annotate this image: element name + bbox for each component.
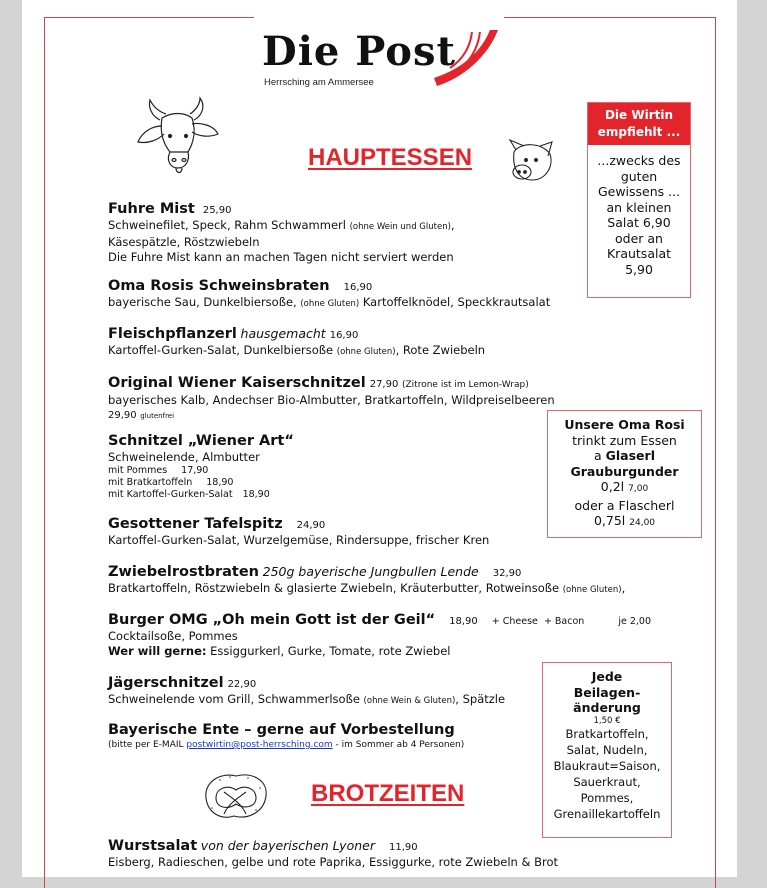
box-line: Blaukraut=Saison,: [553, 758, 661, 773]
menu-item-kaiserschnitzel: [108, 374, 555, 422]
side-dish-change-box: [542, 662, 672, 838]
item-extras-price: je 2,00: [618, 616, 651, 627]
item-desc-tail: , Spätzle: [455, 692, 506, 706]
item-price: 18,90: [449, 616, 478, 627]
item-desc: Schweinefilet, Speck, Rahm Schwammerl: [108, 218, 346, 232]
box-line-bold: Grauburgunder: [570, 463, 679, 479]
item-desc: Käsespätzle, Röstzwiebeln: [108, 235, 260, 249]
item-name: Fuhre Mist: [108, 201, 195, 217]
item-desc-tail: , Rote Zwiebeln: [395, 343, 486, 357]
item-name: Bayerische Ente – gerne auf Vorbestellung: [108, 722, 455, 738]
option-label: mit Kartoffel-Gurken-Salat: [108, 489, 233, 500]
box-line: oder a Flascherl: [574, 497, 675, 513]
menu-item-oma-rosis-schweinsbraten: [108, 277, 550, 312]
box-price: 24,00: [629, 518, 656, 528]
item-note: (ohne Wein und Gluten): [349, 222, 451, 232]
item-note: (Zitrone ist im Lemon-Wrap): [402, 380, 529, 390]
item-name: Jägerschnitzel: [108, 675, 224, 691]
item-name: Zwiebelrostbraten: [108, 564, 259, 580]
item-subtitle: 250g bayerische Jungbullen Lende: [262, 564, 479, 579]
item-name: Gesottener Tafelspitz: [108, 516, 283, 532]
menu-item-wurstsalat: [108, 837, 558, 870]
item-desc: Schweinelende vom Grill, Schwammerlsoße: [108, 692, 360, 706]
item-name: Fleischpflanzerl: [108, 326, 237, 342]
item-desc: Die Fuhre Mist kann an machen Tagen nicht serviert werden: [108, 250, 454, 264]
menu-item-zwiebelrostbraten: [108, 563, 625, 598]
box-line: Gewissens ...: [597, 184, 681, 199]
box-line: 0,2l: [600, 479, 625, 494]
option-price: 17,90: [181, 465, 209, 476]
item-note: (ohne Gluten): [336, 347, 396, 357]
option-label: mit Pommes: [108, 465, 168, 476]
item-extras: + Cheese + Bacon: [491, 616, 585, 627]
item-price: 22,90: [227, 679, 257, 690]
item-note: (ohne Gluten): [300, 299, 360, 309]
logo-swoosh-icon: [432, 28, 502, 90]
item-desc: Eisberg, Radieschen, gelbe und rote Paprika, Essiggurke, rote Zwiebeln & Brot: [108, 855, 559, 869]
box-line: ...zwecks des: [597, 153, 681, 168]
item-desc-tail: ,: [621, 581, 626, 595]
email-link[interactable]: postwirtin@post-herrsching.com: [186, 740, 333, 750]
box-header-line: empfiehlt ...: [597, 125, 681, 139]
item-alt-price: 29,90: [108, 410, 137, 421]
option-price: 18,90: [242, 489, 270, 500]
box-price: 7,00: [628, 484, 649, 494]
box-header: [588, 103, 690, 145]
box-line: Bratkartoffeln,: [565, 726, 649, 741]
item-name: Burger OMG „Oh mein Gott ist der Geil“: [108, 612, 436, 628]
option-row: [108, 477, 294, 489]
menu-item-burger-omg: [108, 611, 651, 659]
item-desc: Kartoffel-Gurken-Salat, Dunkelbiersoße: [108, 343, 334, 357]
option-row: [108, 465, 294, 477]
logo-title: Die Post: [262, 28, 456, 75]
item-bold-label: Wer will gerne:: [108, 644, 207, 658]
box-header-line: Die Wirtin: [604, 108, 674, 122]
item-desc: Schweinelende, Almbutter: [108, 450, 260, 464]
option-row: [108, 489, 294, 501]
item-subtitle: von der bayerischen Lyoner: [200, 838, 375, 853]
menu-item-bayerische-ente: [108, 721, 464, 751]
box-line: Pommes,: [580, 790, 634, 805]
box-line: guten: [620, 168, 658, 184]
item-price: 16,90: [343, 282, 373, 293]
cow-illustration-icon: [132, 96, 222, 178]
item-subtitle: hausgemacht: [240, 326, 326, 341]
menu-item-tafelspitz: [108, 515, 489, 548]
item-desc: Cocktailsoße, Pommes: [108, 629, 238, 643]
pretzel-illustration-icon: [200, 768, 272, 824]
item-desc: Essiggurkerl, Gurke, Tomate, rote Zwiebel: [210, 644, 451, 658]
item-desc: bayerisches Kalb, Andechser Bio-Almbutter, Bratkartoffeln, Wildpreiselbeeren: [108, 393, 555, 407]
item-name: Oma Rosis Schweinsbraten: [108, 278, 330, 294]
item-price: 25,90: [202, 205, 232, 216]
box-line: a: [593, 448, 602, 463]
logo-gap: [254, 12, 504, 22]
box-header-line: Jede: [591, 669, 623, 684]
box-line: Salat, Nudeln,: [566, 742, 648, 757]
section-title-brotzeiten: BROTZEITEN: [311, 780, 465, 807]
box-line: Grenaillekartoffeln: [553, 806, 661, 821]
box-line: trinkt zum Essen: [572, 432, 677, 448]
logo-subtitle: Herrsching am Ammersee: [264, 77, 374, 88]
item-name: Wurstsalat: [108, 838, 198, 854]
item-desc-tail: Kartoffelknödel, Speckkrautsalat: [362, 295, 551, 309]
box-header-line: änderung: [573, 700, 641, 715]
box-line: Krautsalat: [606, 246, 672, 261]
option-label: mit Bratkartoffeln: [108, 477, 193, 488]
menu-item-jaegerschnitzel: [108, 674, 505, 709]
item-desc-tail: ,: [450, 218, 455, 232]
item-note: (bitte per E-MAIL: [108, 740, 184, 750]
item-note: (ohne Gluten): [562, 585, 622, 595]
menu-item-fleischpflanzerl: [108, 325, 485, 360]
box-line: oder an: [615, 230, 663, 246]
item-note: - im Sommer ab 4 Personen): [335, 740, 465, 750]
item-price: 24,90: [296, 520, 326, 531]
wirtin-recommendation-box: [587, 102, 691, 298]
item-desc: Bratkartoffeln, Röstzwiebeln & glasierte Zwiebeln, Kräuterbutter, Rotweinsoße: [108, 581, 560, 595]
item-name: Original Wiener Kaiserschnitzel: [108, 375, 366, 391]
box-price: 1,50 €: [593, 715, 621, 726]
item-price: 11,90: [388, 842, 418, 853]
box-line-bold: Glaserl: [605, 448, 655, 463]
menu-item-fuhre-mist: [108, 200, 455, 265]
item-note: (ohne Wein & Gluten): [363, 696, 456, 706]
item-desc: bayerische Sau, Dunkelbiersoße,: [108, 295, 297, 309]
box-line: Sauerkraut,: [573, 774, 641, 789]
item-name: Schnitzel „Wiener Art“: [108, 433, 294, 449]
box-line: an kleinen: [606, 199, 672, 215]
option-price: 18,90: [206, 477, 234, 488]
item-desc: Kartoffel-Gurken-Salat, Wurzelgemüse, Rindersuppe, frischer Kren: [108, 533, 490, 547]
item-price: 32,90: [492, 568, 522, 579]
item-alt-note: glutenfrei: [140, 412, 175, 420]
menu-item-schnitzel-wiener-art: [108, 432, 294, 501]
box-line: Salat 6,90: [607, 215, 671, 230]
box-line: 0,75l: [593, 513, 626, 528]
item-price: 16,90: [329, 330, 359, 341]
box-line: 5,90: [625, 261, 653, 277]
oma-rosi-wine-box: [547, 410, 702, 538]
item-price: 27,90: [369, 379, 399, 390]
box-header-line: Beilagen-: [573, 684, 641, 700]
section-title-hauptessen: HAUPTESSEN: [308, 144, 473, 171]
logo: [262, 28, 502, 98]
box-line: Unsere Oma Rosi: [564, 417, 685, 432]
pig-illustration-icon: [506, 138, 556, 186]
